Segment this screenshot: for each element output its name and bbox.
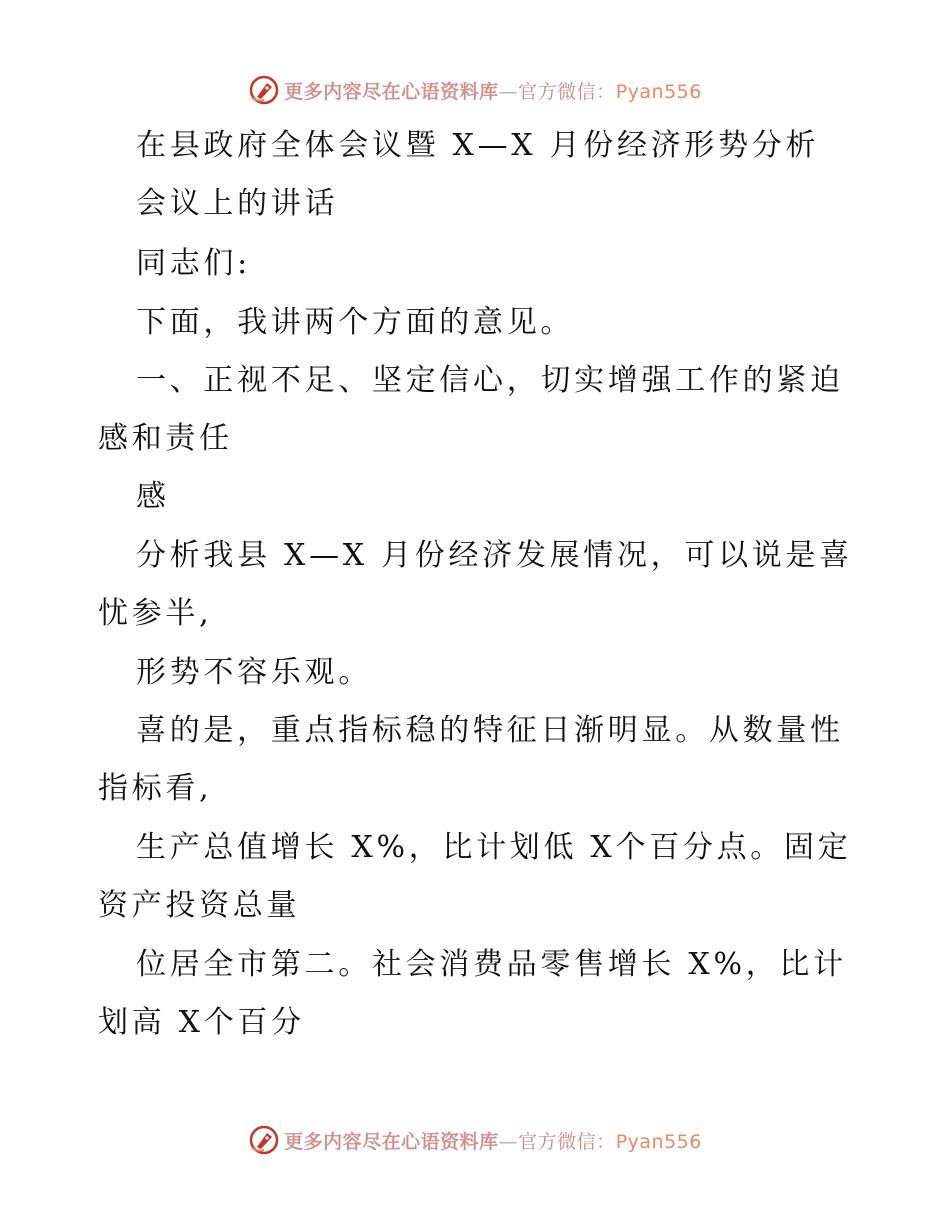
- body-line: 生产总值增长 X%，比计划低 X个百分点。固定: [136, 830, 852, 865]
- body-line: 指标看,: [98, 771, 213, 806]
- body-line: 下面，我讲两个方面的意见。: [136, 305, 575, 340]
- watermark-main-text: 更多内容尽在心语资料库: [284, 1130, 499, 1153]
- salutation: 同志们:: [136, 246, 251, 281]
- watermark-wechat-label: 官方微信：: [518, 80, 616, 103]
- title-line-1: 在县政府全体会议暨 X—X 月份经济形势分析: [136, 128, 820, 163]
- section-heading-line-2: 感和责任: [98, 421, 233, 456]
- watermark-text: [284, 1127, 702, 1154]
- section-heading-line-1: 一、正视不足、坚定信心，切实增强工作的紧迫: [136, 363, 844, 398]
- body-line: 划高 X个百分: [98, 1005, 305, 1040]
- pen-nib-logo-icon: [248, 1124, 280, 1156]
- section-heading-line-3: 感: [136, 479, 170, 514]
- body-line: 形势不容乐观。: [136, 655, 372, 690]
- watermark-wechat-label: 官方微信：: [518, 1130, 616, 1153]
- watermark-separator: —: [498, 1130, 519, 1153]
- body-line: 分析我县 X—X 月份经济发展情况，可以说是喜: [136, 538, 853, 573]
- watermark-separator: —: [498, 80, 519, 103]
- watermark-wechat-id: Pyan556: [615, 80, 702, 103]
- footer-watermark-banner: [0, 1120, 950, 1160]
- watermark-wechat-id: Pyan556: [615, 1130, 702, 1153]
- body-line: 位居全市第二。社会消费品零售增长 X%，比计: [136, 947, 847, 982]
- watermark-main-text: 更多内容尽在心语资料库: [284, 80, 499, 103]
- body-line: 喜的是，重点指标稳的特征日渐明显。从数量性: [136, 713, 844, 748]
- title-line-2: 会议上的讲话: [136, 186, 339, 221]
- body-line: 资产投资总量: [98, 888, 301, 923]
- body-line: 忧参半,: [98, 596, 213, 631]
